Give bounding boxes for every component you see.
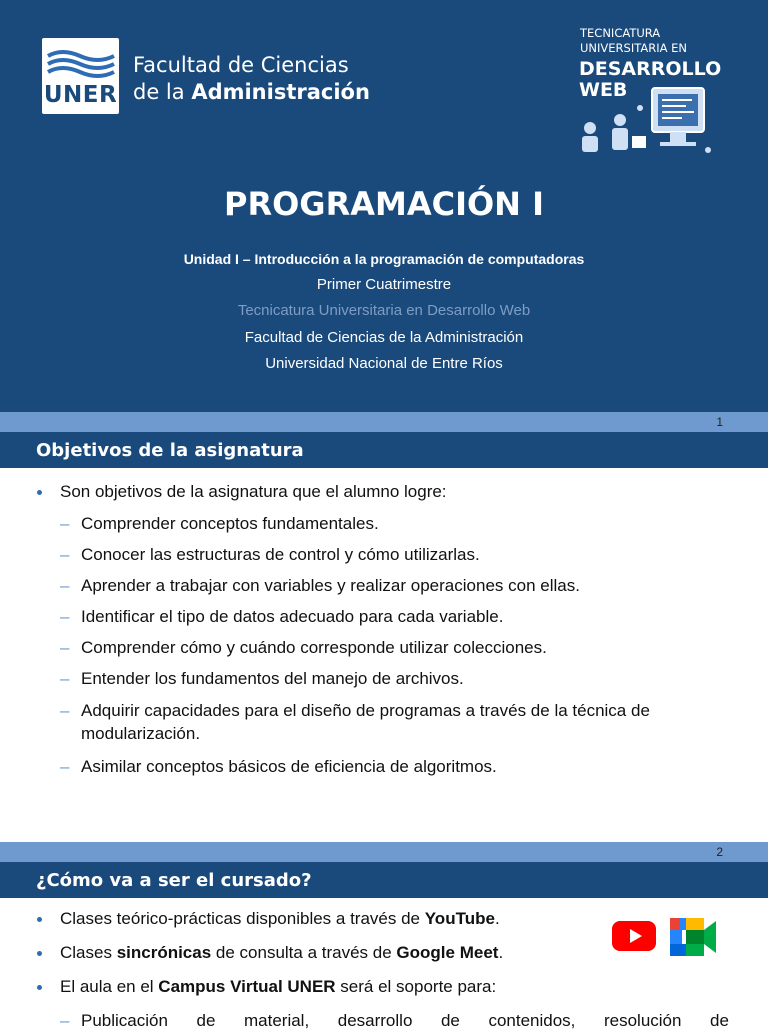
university-subtitle: Universidad Nacional de Entre Ríos (265, 355, 503, 372)
subitem-word: de (196, 1011, 216, 1030)
objective-item: Comprender cómo y cuándo corresponde utilizar colecciones. (81, 638, 547, 657)
text: Clases (60, 943, 117, 962)
text: Clases teórico-prácticas disponibles a través de (60, 909, 425, 928)
objectives-header (0, 432, 768, 468)
sync-bold: sincrónicas (116, 943, 212, 962)
developers-illustration-icon (574, 84, 718, 160)
subitem-word: de (710, 1011, 729, 1030)
campus-bold: Campus Virtual UNER (158, 977, 336, 996)
cursado-heading: ¿Cómo va a ser el cursado? (36, 870, 312, 891)
subitem-word: de (440, 1011, 460, 1030)
text: de consulta a través de (211, 943, 397, 962)
slide-band-2 (0, 842, 768, 862)
dash-icon: – (60, 638, 70, 657)
logo-text: UNER (43, 82, 118, 108)
slide-band-1 (0, 412, 768, 432)
badge-line-3: DESARROLLO (579, 58, 722, 80)
cursado-header (0, 862, 768, 898)
dash-icon: – (60, 757, 70, 776)
page-title: PROGRAMACIÓN I (224, 185, 544, 223)
cursado-bullet-youtube (60, 909, 500, 929)
objective-item: Adquirir capacidades para el diseño de programas a través de la técnica de (81, 701, 650, 720)
text: . (498, 943, 504, 962)
faculty-line-2 (133, 80, 370, 104)
badge-line-2: UNIVERSITARIA EN (580, 41, 687, 55)
subitem-word: desarrollo (337, 1011, 413, 1030)
unit-subtitle: Unidad I – Introducción a la programación de computadoras (183, 251, 585, 267)
badge-line-4: WEB (579, 79, 628, 101)
faculty-prefix: de la (133, 80, 192, 104)
text: será el soporte para: (335, 977, 497, 996)
google-meet-icon (668, 916, 718, 958)
objective-item: Entender los fundamentos del manejo de archivos. (81, 669, 464, 688)
text: . (494, 909, 500, 928)
dash-icon: – (60, 701, 70, 720)
dash-icon: – (60, 545, 70, 564)
waves-icon (42, 44, 119, 84)
objectives-intro: Son objetivos de la asignatura que el alumno logre: (60, 482, 447, 501)
bullet-icon (37, 917, 42, 922)
cursado-subitem (81, 1011, 729, 1031)
objective-item: Aprender a trabajar con variables y realizar operaciones con ellas. (81, 576, 580, 595)
dash-icon: – (60, 1011, 70, 1030)
cursado-bullet-campus (60, 977, 496, 997)
uner-logo (42, 38, 119, 114)
bullet-icon (37, 951, 42, 956)
objective-item: Identificar el tipo de datos adecuado para cada variable. (81, 607, 504, 626)
cursado-bullet-meet (60, 943, 503, 963)
subitem-word: Publicación (81, 1011, 168, 1030)
subitem-word: resolución (603, 1011, 682, 1030)
subitem-word: contenidos, (488, 1011, 576, 1030)
text: El aula en el (60, 977, 159, 996)
dash-icon: – (60, 669, 70, 688)
page-number-2: 2 (716, 845, 723, 859)
objectives-heading: Objetivos de la asignatura (36, 440, 304, 461)
badge-line-1: TECNICATURA (580, 26, 661, 40)
objective-item: Conocer las estructuras de control y cómo utilizarlas. (81, 545, 480, 564)
dash-icon: – (60, 576, 70, 595)
dash-icon: – (60, 607, 70, 626)
objective-item: Comprender conceptos fundamentales. (81, 514, 379, 533)
faculty-subtitle: Facultad de Ciencias de la Administración (244, 329, 524, 346)
youtube-icon (612, 920, 658, 952)
subitem-word: material, (244, 1011, 310, 1030)
meet-bold: Google Meet (396, 943, 499, 962)
program-subtitle: Tecnicatura Universitaria en Desarrollo Web (237, 302, 531, 319)
objective-item-continued: modularización. (81, 724, 201, 743)
faculty-bold: Administración (191, 80, 370, 104)
bullet-icon (37, 985, 42, 990)
term-subtitle: Primer Cuatrimestre (316, 276, 452, 293)
youtube-bold: YouTube (424, 909, 495, 928)
title-slide (0, 0, 768, 412)
faculty-line-1: Facultad de Ciencias (133, 53, 349, 77)
bullet-icon (37, 490, 42, 495)
objective-item: Asimilar conceptos básicos de eficiencia de algoritmos. (81, 757, 497, 776)
page-number-1: 1 (716, 415, 723, 429)
dash-icon: – (60, 514, 70, 533)
